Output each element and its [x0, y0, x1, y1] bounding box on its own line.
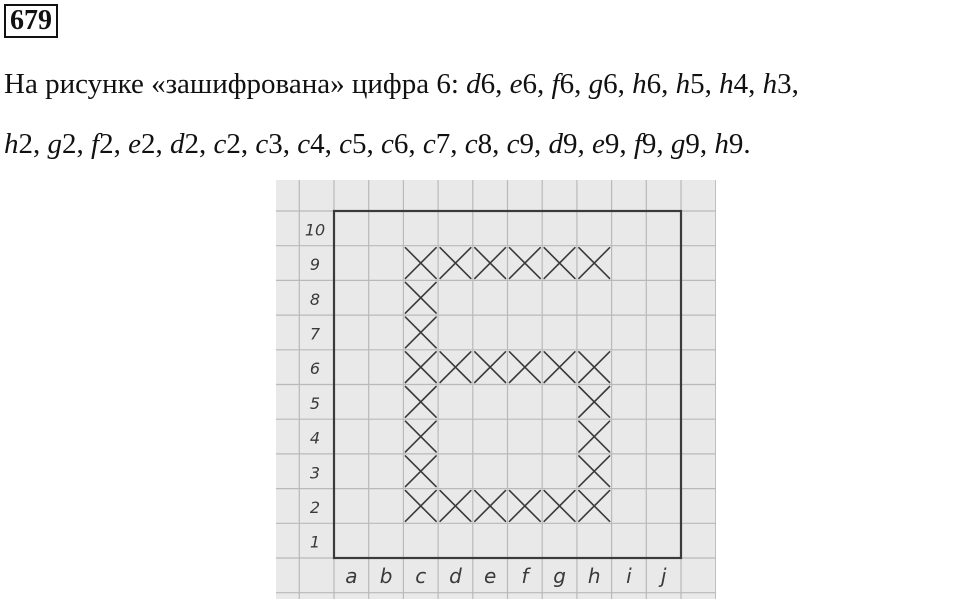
row-label: 7	[309, 324, 321, 344]
cell-ref: c3	[255, 128, 283, 160]
cell-list-line-2: h2, g2, f2, e2, d2, c2, c3, c4, c5, c6, c7, c8, c9, d9, e9, f9, g9, h9	[4, 128, 744, 160]
cell-ref: h3,	[762, 68, 799, 100]
cell-ref: c9	[506, 128, 534, 160]
grid-photo	[276, 180, 716, 599]
column-label: c	[415, 564, 427, 588]
encoded-digit-grid	[276, 180, 716, 599]
cell-ref: c4	[297, 128, 325, 160]
cell-ref: e9	[591, 128, 620, 160]
row-label: 1	[309, 532, 321, 552]
cell-list-line-1: d6, e6, f6, g6, h6, h5, h4, h3,	[466, 68, 799, 100]
task-number-box: 679	[4, 4, 58, 38]
cell-ref: c7	[422, 128, 451, 160]
paper	[276, 180, 716, 599]
statement-line-2	[4, 126, 751, 162]
cell-ref: h4	[719, 68, 749, 100]
column-label: a	[345, 564, 358, 588]
cell-ref: d6	[466, 68, 496, 100]
cell-ref: c8	[464, 128, 493, 160]
cell-ref: g2	[47, 128, 77, 160]
cell-ref: g6	[588, 68, 618, 100]
cell-ref: h6	[632, 68, 662, 100]
row-label: 3	[309, 463, 321, 483]
cell-ref: d9	[548, 128, 578, 160]
column-label: f	[521, 564, 529, 588]
row-label: 8	[309, 289, 321, 309]
cell-ref: h5	[675, 68, 705, 100]
column-label: h	[587, 564, 601, 588]
row-label: 9	[309, 255, 321, 275]
row-label: 4	[309, 428, 321, 448]
cell-ref: d2	[169, 128, 199, 160]
cell-ref: e6	[509, 68, 538, 100]
cell-ref: f6	[551, 68, 575, 100]
cell-ref: f9	[633, 128, 657, 160]
cell-ref: g9	[670, 128, 700, 160]
row-label: 5	[309, 393, 321, 413]
column-label: b	[379, 564, 393, 588]
statement-end: .	[743, 128, 751, 160]
cell-ref: c5	[339, 128, 367, 160]
cell-ref: f2	[91, 128, 114, 160]
cell-ref: c2	[213, 128, 241, 160]
cell-ref: e2	[128, 128, 156, 160]
row-label: 6	[309, 359, 321, 379]
cell-ref: h9	[714, 128, 744, 160]
cell-ref: c6	[380, 128, 409, 160]
statement-line-1	[4, 66, 799, 102]
column-label: g	[553, 564, 566, 588]
column-label: d	[449, 564, 462, 588]
column-label: e	[483, 564, 497, 588]
statement-intro: На рисунке «зашифрована» цифра 6:	[4, 68, 467, 100]
row-label: 10	[304, 220, 326, 240]
column-label: i	[626, 564, 632, 588]
row-label: 2	[309, 497, 321, 517]
column-label: j	[660, 564, 667, 588]
cell-ref: h2	[4, 128, 33, 160]
